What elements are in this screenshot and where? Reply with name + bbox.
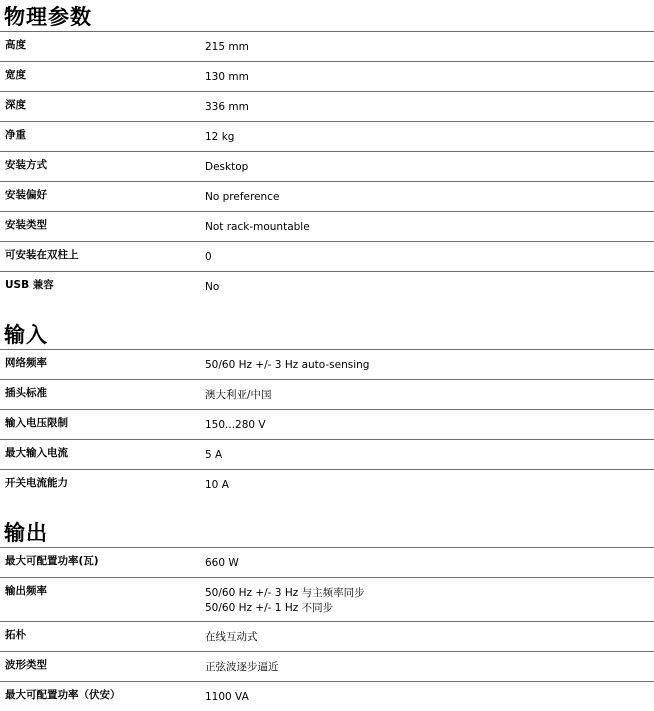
physical-section-title: 物理参数 <box>4 5 92 29</box>
spec-value: No preference <box>205 191 280 203</box>
spec-label: 安装方式 <box>5 159 47 171</box>
spec-value: 1100 VA <box>205 691 249 703</box>
physical-rows <box>0 31 654 301</box>
spec-label: 波形类型 <box>5 659 47 671</box>
spec-row-waveform-type <box>0 651 654 681</box>
spec-value: 在线互动式 <box>205 631 258 643</box>
spec-value: 10 A <box>205 479 229 491</box>
output-rows <box>0 547 654 711</box>
spec-row-mounting-type <box>0 211 654 241</box>
spec-row-depth <box>0 91 654 121</box>
spec-value: 5 A <box>205 449 223 461</box>
spec-label: 宽度 <box>5 69 26 81</box>
spec-label: 安装偏好 <box>5 189 47 201</box>
spec-row-topology <box>0 621 654 651</box>
spec-row-output-frequency <box>0 577 654 621</box>
spec-value: 215 mm <box>205 41 249 53</box>
spec-row-height <box>0 31 654 61</box>
spec-label: 输出频率 <box>5 585 47 597</box>
spec-value: 澳大利亚/中国 <box>205 389 272 401</box>
spec-label: 网络频率 <box>5 357 47 369</box>
spec-label: 最大输入电流 <box>5 447 68 459</box>
spec-label: 最大可配置功率(瓦) <box>5 555 99 567</box>
spec-label: 安装类型 <box>5 219 47 231</box>
spec-row-usb-compatible <box>0 271 654 301</box>
spec-value: 12 kg <box>205 131 235 143</box>
spec-label: 净重 <box>5 129 26 141</box>
output-section-title: 输出 <box>4 521 48 545</box>
spec-row-mounting-mode <box>0 151 654 181</box>
spec-value: Desktop <box>205 161 249 173</box>
spec-row-max-configurable-power-va <box>0 681 654 711</box>
spec-value-line: 50/60 Hz +/- 1 Hz 不同步 <box>205 602 334 614</box>
spec-row-switching-current-capacity <box>0 469 654 499</box>
spec-label: 高度 <box>5 39 26 51</box>
spec-label: 深度 <box>5 99 26 111</box>
spec-row-width <box>0 61 654 91</box>
spec-label: 最大可配置功率（伏安） <box>5 689 121 701</box>
spec-row-max-input-current <box>0 439 654 469</box>
spec-value: 正弦波逐步逼近 <box>205 661 279 673</box>
spec-label: USB 兼容 <box>5 279 54 291</box>
spec-label: 输入电压限制 <box>5 417 68 429</box>
spec-value: 336 mm <box>205 101 249 113</box>
spec-row-input-voltage-limits <box>0 409 654 439</box>
spec-row-plug-standard <box>0 379 654 409</box>
spec-label: 开关电流能力 <box>5 477 68 489</box>
spec-row-mounting-preference <box>0 181 654 211</box>
input-rows <box>0 349 654 499</box>
spec-row-net-weight <box>0 121 654 151</box>
spec-value <box>205 586 365 616</box>
spec-row-two-post-mounting <box>0 241 654 271</box>
spec-value: 0 <box>205 251 212 263</box>
spec-label: 可安装在双柱上 <box>5 249 79 261</box>
spec-value: 660 W <box>205 557 239 569</box>
spec-value: 50/60 Hz +/- 3 Hz auto-sensing <box>205 359 370 371</box>
spec-value: 150...280 V <box>205 419 266 431</box>
spec-value: 130 mm <box>205 71 249 83</box>
spec-value: No <box>205 281 220 293</box>
spec-label: 拓朴 <box>5 629 26 641</box>
spec-row-max-configurable-power-w <box>0 547 654 577</box>
input-section-title: 输入 <box>4 323 48 347</box>
spec-value: Not rack-mountable <box>205 221 310 233</box>
spec-row-network-frequency <box>0 349 654 379</box>
spec-value-line: 50/60 Hz +/- 3 Hz 与主频率同步 <box>205 587 365 599</box>
spec-label: 插头标准 <box>5 387 47 399</box>
